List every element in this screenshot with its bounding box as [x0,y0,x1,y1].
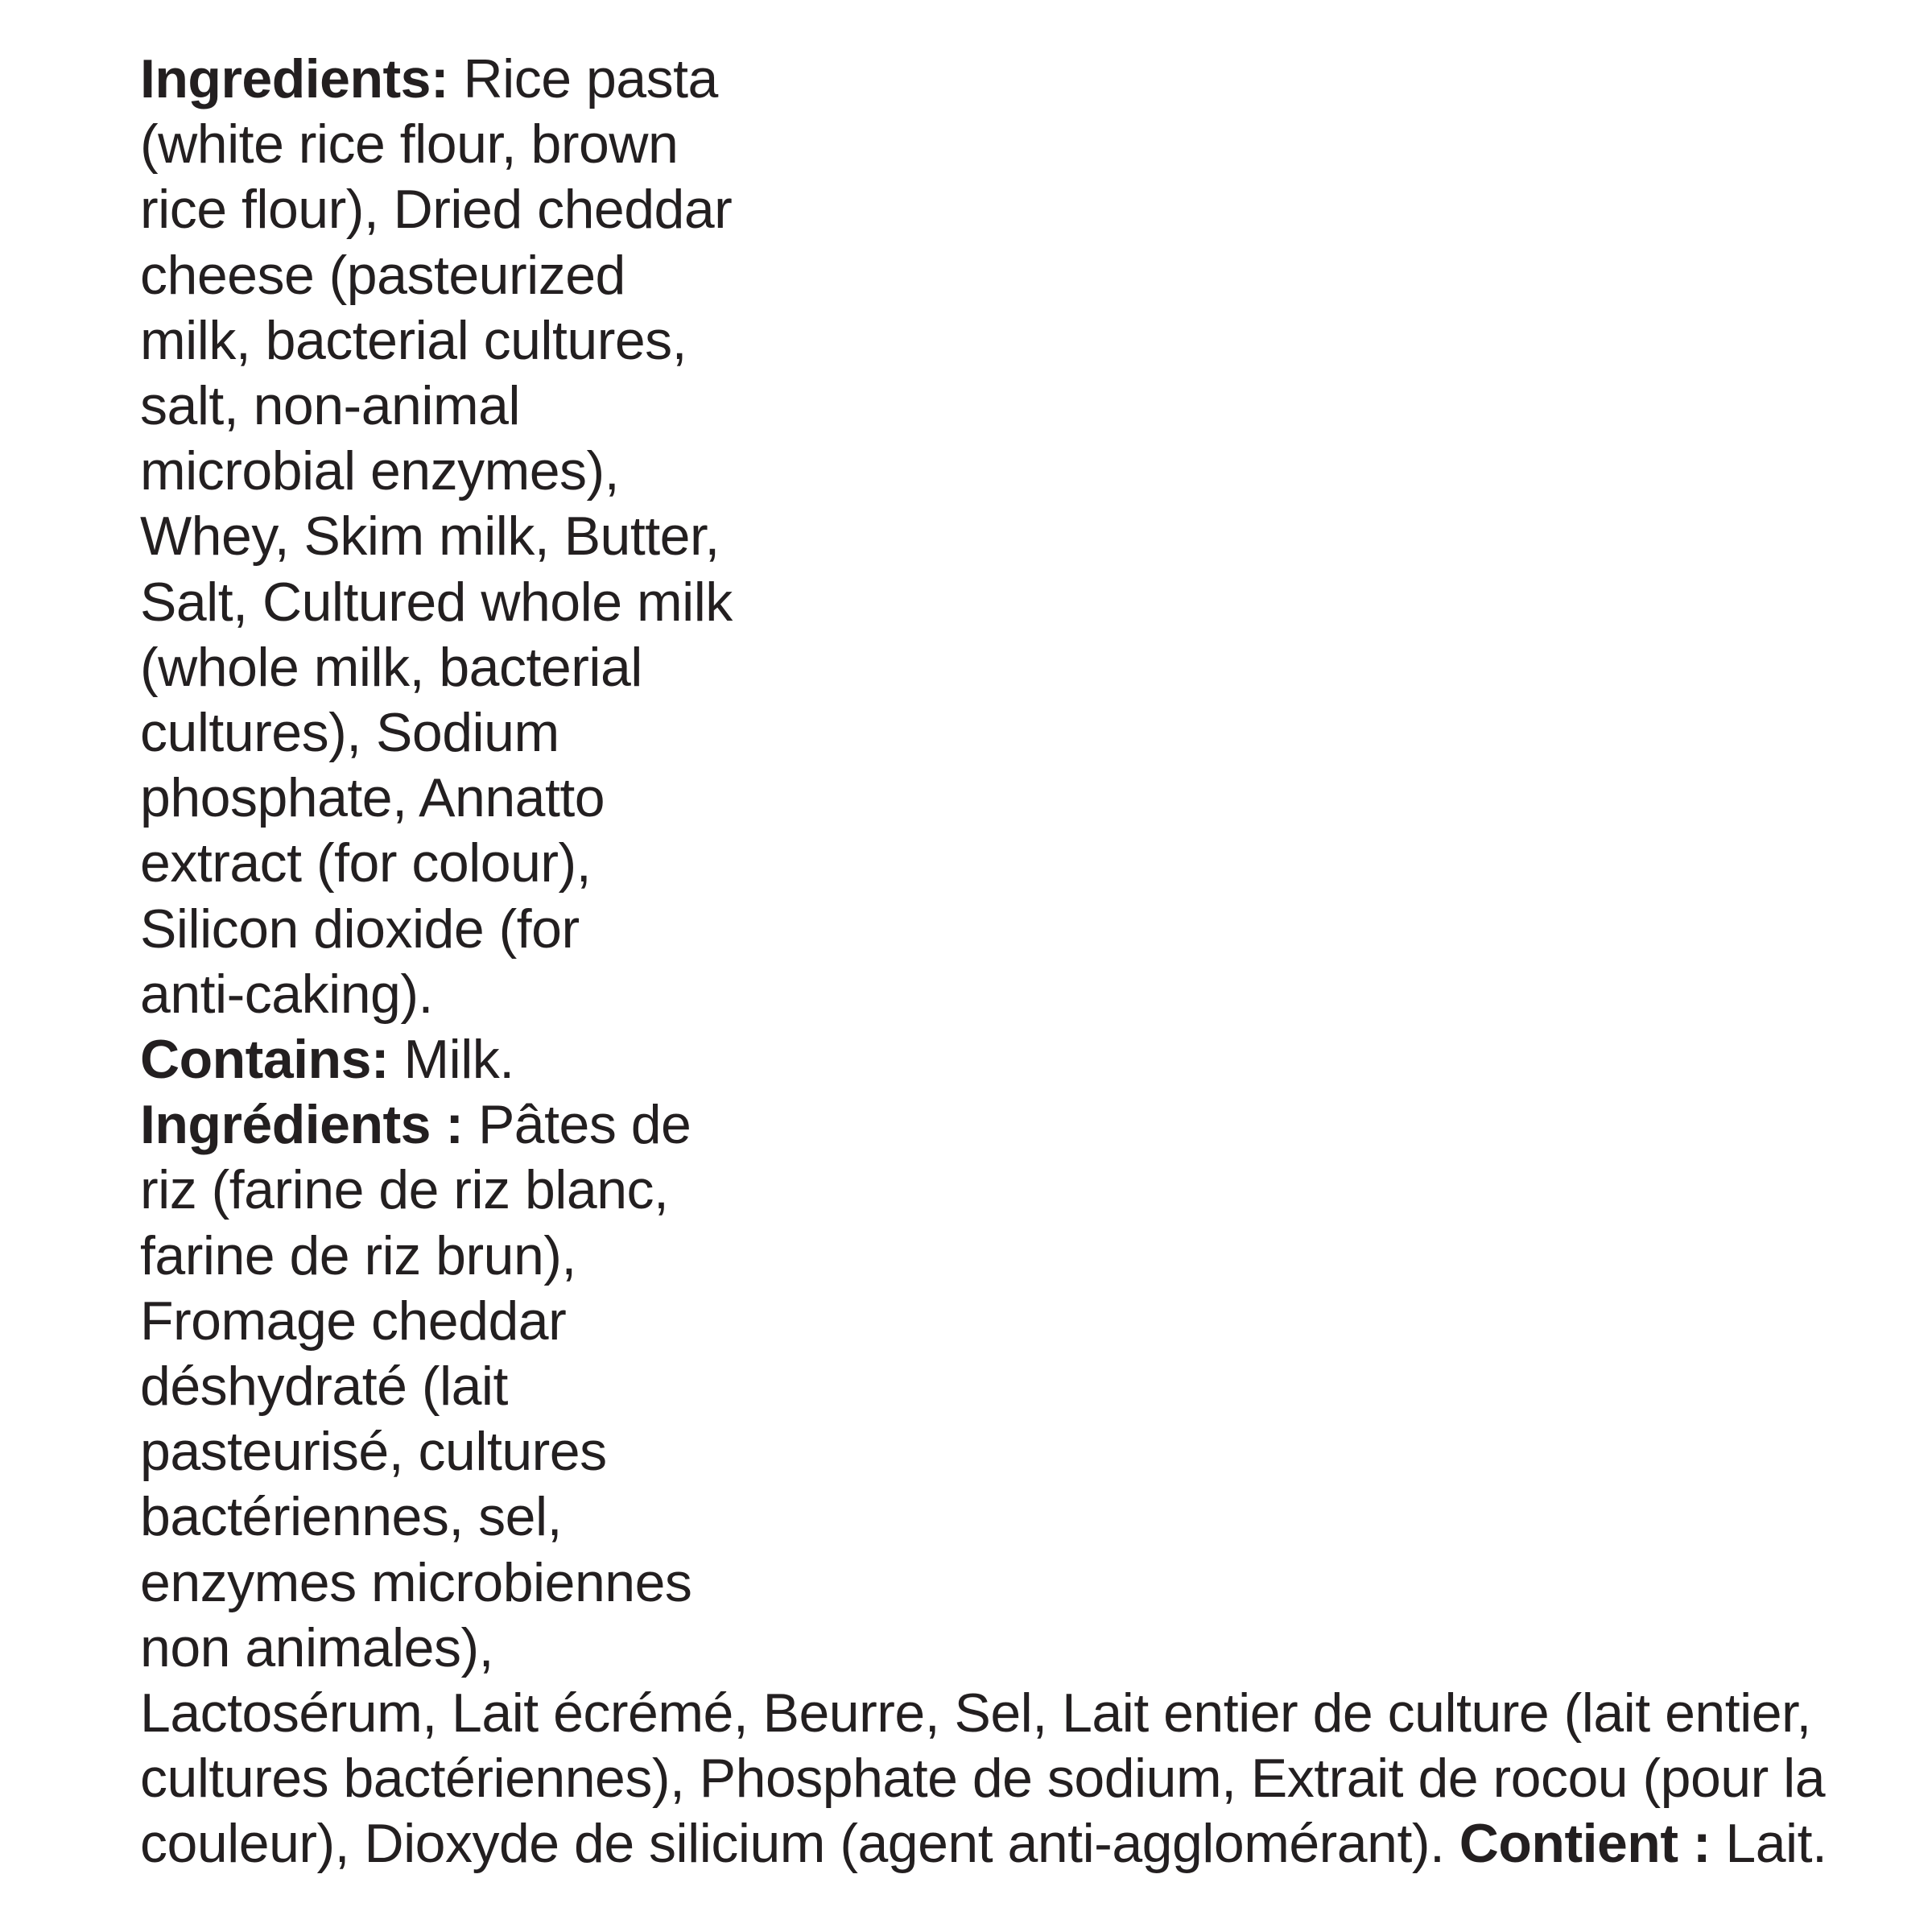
english-ingredients-line: Silicon dioxide (for [140,898,580,960]
french-ingredients-heading: Ingrédients : [140,1094,464,1156]
french-ingredients-line: bactériennes, sel, [140,1486,562,1548]
english-ingredients-line: microbial enzymes), [140,440,620,502]
english-ingredients-heading: Ingredients: [140,48,449,109]
english-contains-value: Milk. [389,1029,514,1091]
english-ingredients-text: Rice pasta [448,48,718,109]
french-ingredients-line: cultures bactériennes), Phosphate de sodium, Extrait de rocou (pour la [140,1748,1826,1810]
english-ingredients-line: extract (for colour), [140,832,592,894]
french-ingredients-line: riz (farine de riz blanc, [140,1159,669,1221]
english-ingredients-line: phosphate, Annatto [140,767,605,829]
french-ingredients-line: non animales), [140,1616,494,1678]
english-contains-line [140,1027,1932,1092]
english-ingredients-line-1 [140,47,1932,112]
french-ingredients-text: Pâtes de [463,1094,691,1156]
ingredients-label [140,47,1932,1877]
french-ingredients-line: Lactosérum, Lait écrémé, Beurre, Sel, Lait entier de culture (lait entier, [140,1682,1811,1744]
french-contains-value: Lait. [1711,1813,1827,1875]
english-ingredients-line: salt, non-animal [140,375,521,437]
english-ingredients-line: (white rice flour, brown [140,114,679,175]
english-ingredients-line: Whey, Skim milk, Butter, [140,506,720,568]
english-ingredients-line: (whole milk, bacterial [140,636,642,698]
english-ingredients-line: rice flour), Dried cheddar [140,179,733,241]
english-ingredients-line: milk, bacterial cultures, [140,309,687,371]
french-ingredients-text: couleur), Dioxyde de silicium (agent anti-agglomérant). [140,1813,1459,1875]
french-ingredients-line: déshydraté (lait [140,1356,508,1418]
french-ingredients-line: enzymes microbiennes [140,1551,692,1613]
english-ingredients-line: cultures), Sodium [140,702,559,764]
french-ingredients-line-1 [140,1092,1932,1158]
english-ingredients-line: cheese (pasteurized [140,244,625,306]
english-ingredients-line: anti-caking). [140,963,433,1025]
french-ingredients-last-line [140,1811,1932,1876]
french-ingredients-line: farine de riz brun), [140,1224,576,1286]
english-ingredients-line: Salt, Cultured whole milk [140,571,733,633]
french-contains-heading: Contient : [1459,1813,1711,1875]
english-contains-heading: Contains: [140,1029,390,1091]
french-ingredients-line: pasteurisé, cultures [140,1421,607,1483]
french-ingredients-line: Fromage cheddar [140,1290,567,1352]
